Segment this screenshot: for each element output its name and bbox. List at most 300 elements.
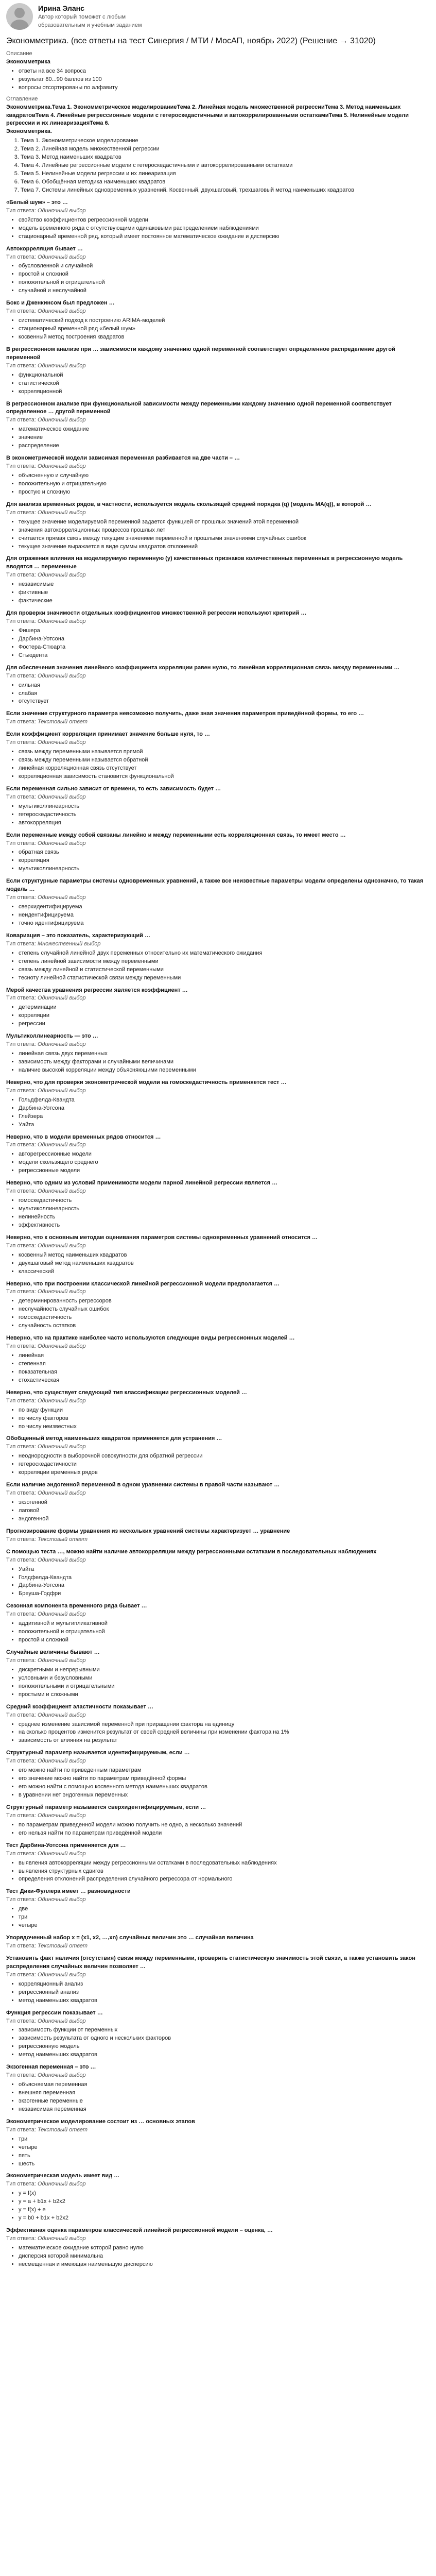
question-type-prefix: Тип ответа: xyxy=(6,1971,38,1978)
description-list xyxy=(6,67,430,92)
question-block xyxy=(6,932,430,982)
question-option: • связь между линейной и статистической переменными xyxy=(19,966,430,974)
question-type xyxy=(6,571,430,580)
question-type xyxy=(6,2072,430,2080)
question-options xyxy=(6,1620,430,1645)
question-option: • по параметрам приведенной модели можно получить не одно, а несколько значений xyxy=(19,1821,430,1829)
question-block xyxy=(6,877,430,928)
question-option: • значение xyxy=(19,434,430,442)
toc-item: 5. Тема 5. Нелинейные модели регрессии и их линеаризация xyxy=(21,170,430,178)
question-type-value: Текстовый ответ xyxy=(37,1536,88,1543)
question-option: • y = f(x) + e xyxy=(19,2206,430,2214)
question-block xyxy=(6,1334,430,1385)
question-type-prefix: Тип ответа: xyxy=(6,1536,38,1543)
question-block xyxy=(6,2172,430,2223)
question-block xyxy=(6,299,430,342)
question-type-value: Одиночный выбор xyxy=(37,2235,86,2242)
question-block xyxy=(6,1435,430,1477)
question-type-value: Одиночный выбор xyxy=(37,1289,86,1295)
question-type-prefix: Тип ответа: xyxy=(6,1611,38,1618)
question-option: • шесть xyxy=(19,2160,430,2168)
question-options xyxy=(6,1050,430,1075)
question-title: Мультиколлинеарность — это … xyxy=(6,1033,98,1040)
question-block xyxy=(6,555,430,605)
question-option: • сильная xyxy=(19,682,430,690)
question-option: • гомоскедастичность xyxy=(19,1197,430,1205)
question-option: • аддитивной и мультипликативной xyxy=(19,1620,430,1628)
question-title: Упорядоченный набор x = (x1, x2, …,xn) случайных величин это … случайная величина xyxy=(6,1935,254,1941)
question-type-value: Одиночный выбор xyxy=(37,1041,86,1048)
question-options xyxy=(6,1905,430,1930)
question-type-value: Одиночный выбор xyxy=(37,1397,86,1404)
question-type xyxy=(6,2126,430,2134)
question-block xyxy=(6,731,430,781)
question-option: • детерминированность регрессоров xyxy=(19,1297,430,1306)
question-option: • четыре xyxy=(19,2144,430,2152)
question-type-value: Одиночный выбор xyxy=(37,308,86,315)
question-type xyxy=(6,1288,430,1296)
question-type-prefix: Тип ответа: xyxy=(6,1142,38,1148)
question-option: • Уайта xyxy=(19,1121,430,1129)
question-type xyxy=(6,793,430,802)
question-option: • мультиколлинеарность xyxy=(19,1205,430,1213)
question-title: Если наличие эндогенной переменной в одном уравнении системы в правой части называют … xyxy=(6,1482,280,1488)
question-type-value: Текстовый ответ xyxy=(37,1943,88,1950)
question-option: • гетероскедастичности xyxy=(19,1461,430,1469)
question-type xyxy=(6,463,430,471)
question-title: Мерой качества уравнения регрессии является коэффициент … xyxy=(6,987,188,993)
question-option: • значения автокорреляционных процессов прошлых лет xyxy=(19,527,430,535)
question-type-value: Одиночный выбор xyxy=(37,1444,86,1450)
question-type-prefix: Тип ответа: xyxy=(6,509,38,516)
question-type xyxy=(6,1757,430,1766)
question-option: • наличие высокой корреляции между объясняющими переменными xyxy=(19,1066,430,1075)
question-option: • метод наименьших квадратов xyxy=(19,2051,430,2059)
question-option: • Глейзера xyxy=(19,1113,430,1121)
question-type xyxy=(6,618,430,626)
question-type-value: Одиночный выбор xyxy=(37,2072,86,2079)
question-options xyxy=(6,803,430,827)
question-type-prefix: Тип ответа: xyxy=(6,1188,38,1195)
toc-item: 7. Тема 7. Системы линейных одновременных уравнений. Косвенный, двухшаговый, трехшаговый метод наименьших квадратов xyxy=(21,187,430,195)
question-type xyxy=(6,1087,430,1095)
question-option: • двухшаговый метод наименьших квадратов xyxy=(19,1260,430,1268)
toc-item: 1. Тема 1. Экономметрическое моделирование xyxy=(21,137,430,145)
question-block xyxy=(6,1079,430,1129)
question-option: • Дарбина-Уотсона xyxy=(19,1582,430,1590)
question-options xyxy=(6,627,430,660)
question-option: • регрессионную модель xyxy=(19,2043,430,2051)
question-title: Экзогенная переменная – это … xyxy=(6,2064,96,2071)
toc-item: 2. Тема 2. Линейная модель множественной регрессии xyxy=(21,145,430,154)
question-option: • положительной и отрицательной xyxy=(19,279,430,287)
question-option: • Фишера xyxy=(19,627,430,635)
question-option: • независимая переменная xyxy=(19,2106,430,2114)
author-block xyxy=(6,0,430,35)
description-item: • результат 80...90 баллов из 100 xyxy=(19,76,430,84)
question-title: Для анализа временных рядов, в частности, используется модель скользящей средней порядка (q) (модель MA(q)), в которой … xyxy=(6,501,372,507)
question-options xyxy=(6,903,430,928)
question-type xyxy=(6,1850,430,1858)
question-block xyxy=(6,1133,430,1176)
question-type-prefix: Тип ответа: xyxy=(6,308,38,315)
question-type-prefix: Тип ответа: xyxy=(6,417,38,423)
question-type xyxy=(6,739,430,747)
question-type-prefix: Тип ответа: xyxy=(6,719,38,725)
question-option: • объясненную и случайную xyxy=(19,472,430,480)
question-type-value: Одиночный выбор xyxy=(37,207,86,214)
question-options xyxy=(6,1352,430,1385)
question-title: Эффективная оценка параметров классической линейной регрессионной модели – оценка, … xyxy=(6,2227,273,2234)
question-block xyxy=(6,2118,430,2168)
question-type xyxy=(6,1536,430,1544)
question-type-prefix: Тип ответа: xyxy=(6,2018,38,2024)
question-title: Неверно, что при построении классической линейной регрессионной модели предполагается … xyxy=(6,1280,280,1287)
question-type-value: Одиночный выбор xyxy=(37,1087,86,1094)
question-options xyxy=(6,371,430,396)
question-block xyxy=(6,2009,430,2060)
question-option: • эффективность xyxy=(19,1222,430,1230)
question-option: • положительную и отрицательную xyxy=(19,480,430,488)
question-options xyxy=(6,581,430,605)
question-title: Случайные величины бывают … xyxy=(6,1649,100,1656)
question-block xyxy=(6,2227,430,2269)
toc-item: 3. Тема 3. Метод наименьших квадратов xyxy=(21,154,430,162)
question-option: • корреляции временных рядов xyxy=(19,1469,430,1477)
question-option: • неидентифицируема xyxy=(19,911,430,920)
question-block xyxy=(6,245,430,296)
question-title: Обобщенный метод наименьших квадратов применяется для устранения … xyxy=(6,1435,222,1442)
question-option: • авторегрессионные модели xyxy=(19,1150,430,1159)
question-option: • корреляционная зависимость становится функциональной xyxy=(19,773,430,781)
question-type-prefix: Тип ответа: xyxy=(6,1850,38,1857)
question-option: • косвенный метод наименьших квадратов xyxy=(19,1251,430,1260)
question-title: Неверно, что в модели временных рядов относится … xyxy=(6,1133,161,1140)
question-option: • среднее изменение зависимой переменной при приращении фактора на единицу xyxy=(19,1721,430,1729)
question-options xyxy=(6,472,430,497)
question-title: Неверно, что одним из условий применимости модели парной линейной регрессии является … xyxy=(6,1180,278,1187)
question-option: • обусловленной и случайной xyxy=(19,262,430,270)
question-type xyxy=(6,1896,430,1904)
question-option: • связь между переменными называется прямой xyxy=(19,748,430,756)
question-option: • определения отклонений распределения случайного регрессора от нормального xyxy=(19,1875,430,1884)
question-title: Тест Дики-Фуллера имеет … разновидности xyxy=(6,1888,131,1895)
question-type-prefix: Тип ответа: xyxy=(6,995,38,1002)
question-option: • условными и безусловными xyxy=(19,1674,430,1683)
question-title: Для проверки значимости отдельных коэффициентов множественной регрессии используют критерий … xyxy=(6,610,307,617)
question-block xyxy=(6,1389,430,1431)
question-option: • мультиколлинеарность xyxy=(19,865,430,873)
question-type-prefix: Тип ответа: xyxy=(6,618,38,625)
question-title: Эконометрическая модель имеет вид … xyxy=(6,2173,120,2179)
question-options xyxy=(6,1666,430,1699)
toc-lead: Экономметрика.Тема 1. Экономметрическое моделированиеТема 2. Линейная модель множественной регрессииТема 3. Метод наименьших квадратовТема 4. Линейные регрессионные модели с гетероскедастичными и автокоррелированными остаткамиТема 5. Нелинейные модели регрессии и их линеаризацияТема 6. xyxy=(6,104,409,127)
question-type xyxy=(6,509,430,517)
question-type-prefix: Тип ответа: xyxy=(6,793,38,800)
question-option: • сверхидентифицируема xyxy=(19,903,430,911)
question-option: • линейная корреляционная связь отсутствует xyxy=(19,765,430,773)
question-title: Неверно, что на практике наиболее часто используются следующие виды регрессионных моделей … xyxy=(6,1335,295,1342)
question-type xyxy=(6,1611,430,1619)
question-type-prefix: Тип ответа: xyxy=(6,2126,38,2133)
question-block xyxy=(6,346,430,396)
question-option: • его нельзя найти по параметрам приведённой модели xyxy=(19,1829,430,1838)
question-options xyxy=(6,748,430,781)
question-option: • положительными и отрицательными xyxy=(19,1683,430,1691)
question-type-value: Одиночный выбор xyxy=(37,1490,86,1497)
question-type-prefix: Тип ответа: xyxy=(6,1758,38,1765)
question-option: • выявления структурных сдвигов xyxy=(19,1868,430,1876)
question-options xyxy=(6,1150,430,1175)
question-option: • корреляционной xyxy=(19,388,430,396)
question-type xyxy=(6,1812,430,1820)
question-options xyxy=(6,1004,430,1028)
question-options xyxy=(6,682,430,706)
question-option: • считается прямая связь между текущим значением переменной и прошлыми значениями случайных ошибок xyxy=(19,535,430,543)
question-block xyxy=(6,987,430,1029)
question-options xyxy=(6,1499,430,1523)
question-type-value: Одиночный выбор xyxy=(37,1611,86,1618)
question-type-prefix: Тип ответа: xyxy=(6,572,38,579)
question-type-prefix: Тип ответа: xyxy=(6,1444,38,1450)
question-title: «Белый шум» – это … xyxy=(6,199,68,206)
question-block xyxy=(6,1032,430,1075)
question-option: • Дарбина-Уотсона xyxy=(19,1105,430,1113)
question-option: • связь между переменными называется обратной xyxy=(19,756,430,765)
question-type-prefix: Тип ответа: xyxy=(6,739,38,746)
question-title: Если переменные между собой связаны линейно и между переменными есть корреляционная связь, то имеет место … xyxy=(6,832,346,838)
question-type xyxy=(6,2235,430,2243)
question-option: • детерминации xyxy=(19,1004,430,1012)
question-type-value: Одиночный выбор xyxy=(37,1142,86,1148)
question-block xyxy=(6,1749,430,1800)
description-item: • ответы на все 34 вопроса xyxy=(19,67,430,76)
question-option: • экзогенной xyxy=(19,1499,430,1507)
question-option: • текущее значение выражается в виде суммы квадратов отклонений xyxy=(19,543,430,551)
question-type-value: Множественный выбор xyxy=(37,940,101,947)
page-title: Экономметрика. (все ответы на тест Синергия / МТИ / МосАП, ноябрь 2022) (Решение → 31020) xyxy=(6,37,376,46)
question-type-prefix: Тип ответа: xyxy=(6,894,38,901)
question-option: • автокорреляция xyxy=(19,819,430,827)
question-block xyxy=(6,1481,430,1523)
question-type-prefix: Тип ответа: xyxy=(6,940,38,947)
question-block xyxy=(6,609,430,660)
toc-label: Оглавление xyxy=(6,95,38,102)
question-title: Тест Дарбина-Уотсона применяется для … xyxy=(6,1842,126,1849)
question-option: • случайность остатков xyxy=(19,1322,430,1330)
question-option: • объясняемая переменная xyxy=(19,2081,430,2089)
question-type-prefix: Тип ответа: xyxy=(6,1896,38,1903)
question-option: • внешняя переменная xyxy=(19,2089,430,2097)
question-title: Эконометрическое моделирование состоит из … основных этапов xyxy=(6,2118,195,2125)
question-option: • неслучайность случайных ошибок xyxy=(19,1306,430,1314)
question-type-prefix: Тип ответа: xyxy=(6,1490,38,1497)
question-type-prefix: Тип ответа: xyxy=(6,2235,38,2242)
question-type xyxy=(6,362,430,370)
question-options xyxy=(6,2190,430,2223)
question-type-value: Одиночный выбор xyxy=(37,1971,86,1978)
question-option: • две xyxy=(19,1905,430,1913)
question-block xyxy=(6,785,430,827)
question-type-prefix: Тип ответа: xyxy=(6,1556,38,1563)
question-option: • Уайта xyxy=(19,1566,430,1574)
question-block xyxy=(6,1649,430,1699)
question-option: • слабая xyxy=(19,690,430,698)
question-option: • математическое ожидание которой равно нулю xyxy=(19,2244,430,2252)
question-type-value: Одиночный выбор xyxy=(37,1711,86,1718)
question-options xyxy=(6,1096,430,1129)
question-title: Функция регрессии показывает … xyxy=(6,2009,103,2016)
question-option: • фактические xyxy=(19,597,430,605)
question-type xyxy=(6,840,430,848)
question-type xyxy=(6,1041,430,1049)
question-block xyxy=(6,1703,430,1745)
question-type-prefix: Тип ответа: xyxy=(6,1943,38,1950)
question-block xyxy=(6,1528,430,1544)
question-type-value: Одиночный выбор xyxy=(37,1556,86,1563)
question-title: Если переменная сильно зависит от времени, то есть зависимость будет … xyxy=(6,785,221,792)
question-type xyxy=(6,1141,430,1149)
question-option: • зависимость между факторами и случайными величинами xyxy=(19,1058,430,1066)
question-type-value: Одиночный выбор xyxy=(37,1242,86,1249)
question-type xyxy=(6,1242,430,1250)
question-type-value: Одиночный выбор xyxy=(37,2018,86,2024)
question-title: Неверно, что существует следующий тип классификации регрессионных моделей … xyxy=(6,1389,247,1396)
question-block xyxy=(6,1955,430,2005)
author-name[interactable]: Ирина Эланс xyxy=(38,4,84,12)
toc-item: 4. Тема 4. Линейные регрессионные модели с гетероскедастичными и автокоррелированными остатками xyxy=(21,162,430,170)
question-option: • распределение xyxy=(19,442,430,450)
question-type-value: Одиночный выбор xyxy=(37,793,86,800)
question-title: Установить факт наличия (отсутствия) связи между переменными, проверить статистическую значимость этой связи, а также установить закон распределения случайных величин позволяет … xyxy=(6,1955,415,1970)
question-option: • гетероскедастичность xyxy=(19,811,430,819)
question-options xyxy=(6,1566,430,1599)
question-block xyxy=(6,1602,430,1645)
question-options xyxy=(6,216,430,241)
question-option: • зависимость функции от переменных xyxy=(19,2026,430,2035)
question-type-prefix: Тип ответа: xyxy=(6,253,38,260)
questions-section xyxy=(6,199,430,2269)
question-options xyxy=(6,1859,430,1884)
question-option: • регрессионный анализ xyxy=(19,1989,430,1997)
question-type-value: Одиночный выбор xyxy=(37,253,86,260)
question-option: • y = f(x) xyxy=(19,2190,430,2198)
question-option: • модель временного ряда с отсутствующими одинаковыми распределением наблюдениями xyxy=(19,225,430,233)
question-option: • три xyxy=(19,2136,430,2144)
question-title: Ковариация – это показатель, характеризующий … xyxy=(6,932,150,939)
question-options xyxy=(6,2026,430,2059)
question-type-value: Одиночный выбор xyxy=(37,1188,86,1195)
question-type xyxy=(6,894,430,902)
question-option: • простую и сложную xyxy=(19,488,430,497)
question-type-prefix: Тип ответа: xyxy=(6,207,38,214)
question-option: • свойство коэффициентов регрессионной модели xyxy=(19,216,430,225)
question-option: • Дарбина-Уотсона xyxy=(19,635,430,643)
question-options xyxy=(6,2244,430,2269)
question-type-value: Одиночный выбор xyxy=(37,509,86,516)
toc-heading: Экономметрика. xyxy=(6,128,52,135)
question-option: • стохастическая xyxy=(19,1377,430,1385)
question-type-value: Одиночный выбор xyxy=(37,894,86,901)
question-option: • независимые xyxy=(19,581,430,589)
question-option: • нелинейность xyxy=(19,1213,430,1222)
question-type-prefix: Тип ответа: xyxy=(6,2072,38,2079)
description-item: • вопросы отсортированы по алфавиту xyxy=(19,84,430,92)
question-title: С помощью теста …, можно найти наличие автокорреляции между регрессионными остатками в последовательных наблюдениях xyxy=(6,1548,377,1555)
question-option: • текущее значение моделируемой переменной задается функцией от прошлых значений этой переменной xyxy=(19,518,430,527)
question-title: Сезонная компонента временного ряда бывает … xyxy=(6,1603,147,1609)
question-option: • гомоскедастичность xyxy=(19,1314,430,1322)
question-options xyxy=(6,950,430,982)
question-type xyxy=(6,1489,430,1498)
question-block xyxy=(6,2063,430,2114)
question-option: • на сколько процентов изменится результат от своей средней величины при изменении фактора на 1% xyxy=(19,1728,430,1737)
question-options xyxy=(6,1452,430,1477)
question-type-prefix: Тип ответа: xyxy=(6,1657,38,1664)
question-title: Если значение структурного параметра невозможно получить, даже зная значения параметров приведённой формы, то его … xyxy=(6,710,364,717)
question-option: • y = a + b1x + b2x2 xyxy=(19,2198,430,2206)
question-title: Если коэффициент корреляции принимает значение больше нуля, то … xyxy=(6,731,210,738)
question-type-prefix: Тип ответа: xyxy=(6,1343,38,1350)
question-option: • по виду функции xyxy=(19,1406,430,1415)
question-option: • неоднородности в выборочной совокупности для обратной регрессии xyxy=(19,1452,430,1461)
question-title: Неверно, что для проверки эконометрической модели на гомоскедастичность применяется тест … xyxy=(6,1079,287,1086)
question-type xyxy=(6,308,430,316)
description-heading: Экономметрика xyxy=(6,58,50,65)
question-option: • точно идентифицируема xyxy=(19,920,430,928)
question-type-value: Текстовый ответ xyxy=(37,719,88,725)
question-option: • зависимость результата от одного и нескольких факторов xyxy=(19,2035,430,2043)
question-options xyxy=(6,262,430,295)
question-type-value: Одиночный выбор xyxy=(37,1343,86,1350)
question-type-prefix: Тип ответа: xyxy=(6,2181,38,2188)
question-block xyxy=(6,454,430,497)
question-option: • его значение можно найти по параметрам приведённой формы xyxy=(19,1775,430,1783)
question-option: • дисперсия которой минимальна xyxy=(19,2252,430,2261)
question-option: • Бреуша-Годфри xyxy=(19,1590,430,1598)
question-option: • мультиколлинеарность xyxy=(19,803,430,811)
question-option: • простой и сложной xyxy=(19,270,430,279)
question-type-value: Одиночный выбор xyxy=(37,463,86,470)
question-block xyxy=(6,1888,430,1930)
question-block xyxy=(6,710,430,726)
question-type xyxy=(6,1556,430,1565)
question-options xyxy=(6,1197,430,1230)
question-option: • четыре xyxy=(19,1922,430,1930)
question-type-prefix: Тип ответа: xyxy=(6,1242,38,1249)
question-option: • стационарный временной ряд, который имеет постоянное математическое ожидание и дисперсию xyxy=(19,233,430,241)
question-option: • регрессии xyxy=(19,1020,430,1028)
question-type xyxy=(6,1711,430,1720)
question-title: Бокс и Дженкинсом был предложен … xyxy=(6,300,115,307)
question-option: • тесноту линейной статистической связи между переменными xyxy=(19,974,430,982)
question-type xyxy=(6,1942,430,1951)
question-option: • y = b0 + b1x + b2x2 xyxy=(19,2214,430,2223)
author-avatar[interactable] xyxy=(6,3,33,30)
toc-list xyxy=(6,137,430,195)
question-type-prefix: Тип ответа: xyxy=(6,1711,38,1718)
question-options xyxy=(6,1721,430,1745)
question-option: • случайной и неслучайной xyxy=(19,287,430,295)
question-option: • обратная связь xyxy=(19,849,430,857)
question-block xyxy=(6,1280,430,1331)
question-options xyxy=(6,849,430,873)
question-type-value: Одиночный выбор xyxy=(37,995,86,1002)
question-options xyxy=(6,1821,430,1838)
question-type xyxy=(6,940,430,948)
question-type-value: Одиночный выбор xyxy=(37,1657,86,1664)
toc-item: 6. Тема 6. Обобщённая методика наименьших квадратов xyxy=(21,178,430,187)
